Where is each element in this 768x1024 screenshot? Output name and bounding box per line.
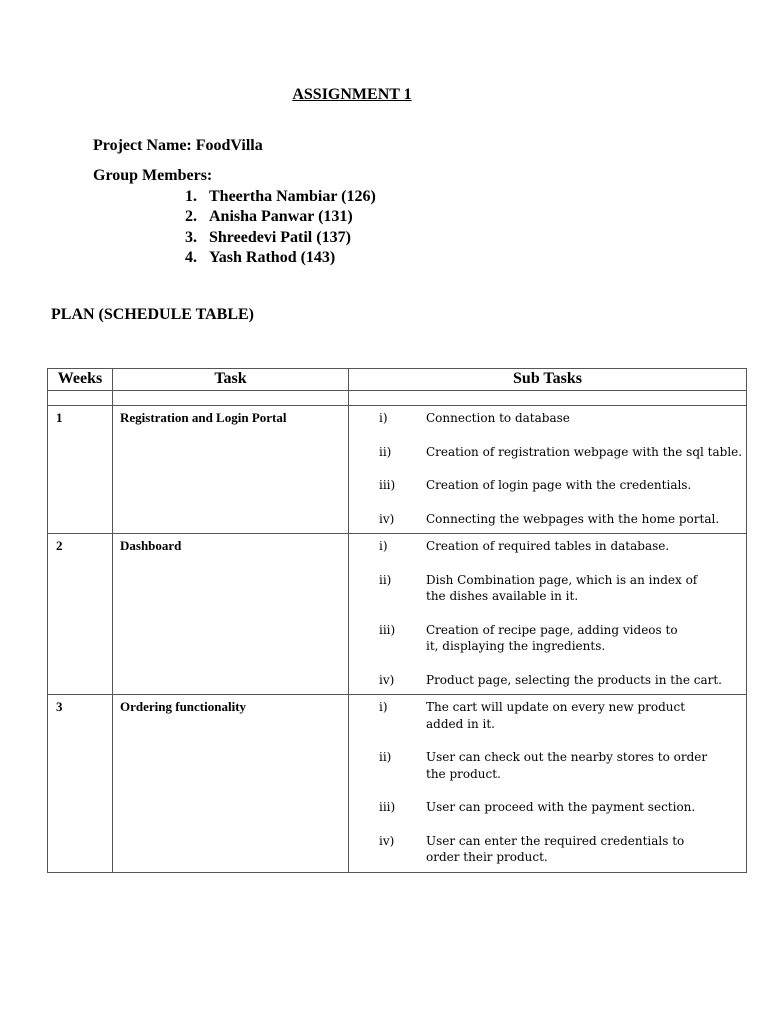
member-name: Anisha Panwar (131) xyxy=(209,208,353,226)
task-cell: Registration and Login Portal xyxy=(113,406,349,534)
subtask-number: iv) xyxy=(379,833,395,848)
subtask-text: The cart will update on every new product added in it. xyxy=(426,700,686,731)
subtask-number: ii) xyxy=(379,444,392,459)
document-title-text: ASSIGNMENT 1 xyxy=(292,86,412,103)
subtask-item xyxy=(349,410,746,427)
member-name: Shreedevi Patil (137) xyxy=(209,228,351,246)
subtask-text: User can enter the required credentials to order their product. xyxy=(426,833,685,864)
plan-heading: PLAN (SCHEDULE TABLE) xyxy=(51,306,254,323)
subtasks-cell xyxy=(349,695,747,873)
table-row xyxy=(48,534,747,695)
subtask-text: Connection to database xyxy=(426,411,570,425)
subtask-item xyxy=(349,833,746,866)
subtask-text: Dish Combination page, which is an index of the dishes available in it. xyxy=(426,572,698,603)
header-subtasks: Sub Tasks xyxy=(349,369,747,391)
subtask-item xyxy=(349,511,746,528)
subtask-text: Creation of login page with the credentials. xyxy=(426,478,692,492)
member-item xyxy=(185,187,376,207)
subtask-number: ii) xyxy=(379,750,392,764)
project-name: Project Name: FoodVilla xyxy=(93,137,263,154)
header-task: Task xyxy=(113,369,349,391)
subtask-number: iii) xyxy=(379,478,396,492)
subtask-text: User can proceed with the payment section. xyxy=(426,800,696,814)
week-cell: 2 xyxy=(48,534,113,695)
member-name: Yash Rathod (143) xyxy=(209,249,336,267)
header-weeks: Weeks xyxy=(48,369,113,391)
subtask-item xyxy=(349,444,746,461)
subtask-item xyxy=(349,538,746,555)
member-number: 4. xyxy=(185,249,197,267)
subtask-text: User can check out the nearby stores to order the product. xyxy=(426,750,708,781)
member-item xyxy=(185,207,376,227)
schedule-table xyxy=(47,368,747,873)
week-cell: 1 xyxy=(48,406,113,534)
member-number: 3. xyxy=(185,228,197,246)
document-title xyxy=(0,86,768,104)
subtask-item xyxy=(349,699,746,732)
member-number: 2. xyxy=(185,208,197,226)
subtask-item xyxy=(349,799,746,816)
table-header-row xyxy=(48,369,747,391)
subtask-number: i) xyxy=(379,700,388,714)
task-cell: Ordering functionality xyxy=(113,695,349,873)
week-cell: 3 xyxy=(48,695,113,873)
subtask-number: i) xyxy=(379,539,388,553)
member-item xyxy=(185,228,376,248)
subtask-number: iii) xyxy=(379,800,396,814)
subtask-number: iv) xyxy=(379,672,395,687)
member-number: 1. xyxy=(185,188,197,205)
table-row xyxy=(48,406,747,534)
table-spacer-row xyxy=(48,391,747,406)
subtask-text: Creation of required tables in database. xyxy=(426,539,670,553)
subtask-text: Connecting the webpages with the home portal. xyxy=(426,511,720,526)
task-cell: Dashboard xyxy=(113,534,349,695)
group-members-label: Group Members: xyxy=(93,167,213,184)
table-row xyxy=(48,695,747,873)
member-item xyxy=(185,248,376,268)
member-name: Theertha Nambiar (126) xyxy=(209,188,376,205)
subtask-number: iii) xyxy=(379,622,396,637)
subtask-number: ii) xyxy=(379,572,392,587)
subtask-item xyxy=(349,672,746,689)
subtask-item xyxy=(349,749,746,782)
subtask-item xyxy=(349,622,746,655)
member-list xyxy=(185,187,376,269)
subtask-number: i) xyxy=(379,411,388,425)
subtasks-cell xyxy=(349,534,747,695)
subtask-item xyxy=(349,477,746,494)
subtask-text: Creation of recipe page, adding videos to it, displaying the ingredients. xyxy=(426,622,678,653)
subtask-number: iv) xyxy=(379,511,395,526)
subtasks-cell xyxy=(349,406,747,534)
subtask-text: Product page, selecting the products in the cart. xyxy=(426,672,722,687)
subtask-item xyxy=(349,572,746,605)
subtask-text: Creation of registration webpage with the sql table. xyxy=(426,444,743,459)
